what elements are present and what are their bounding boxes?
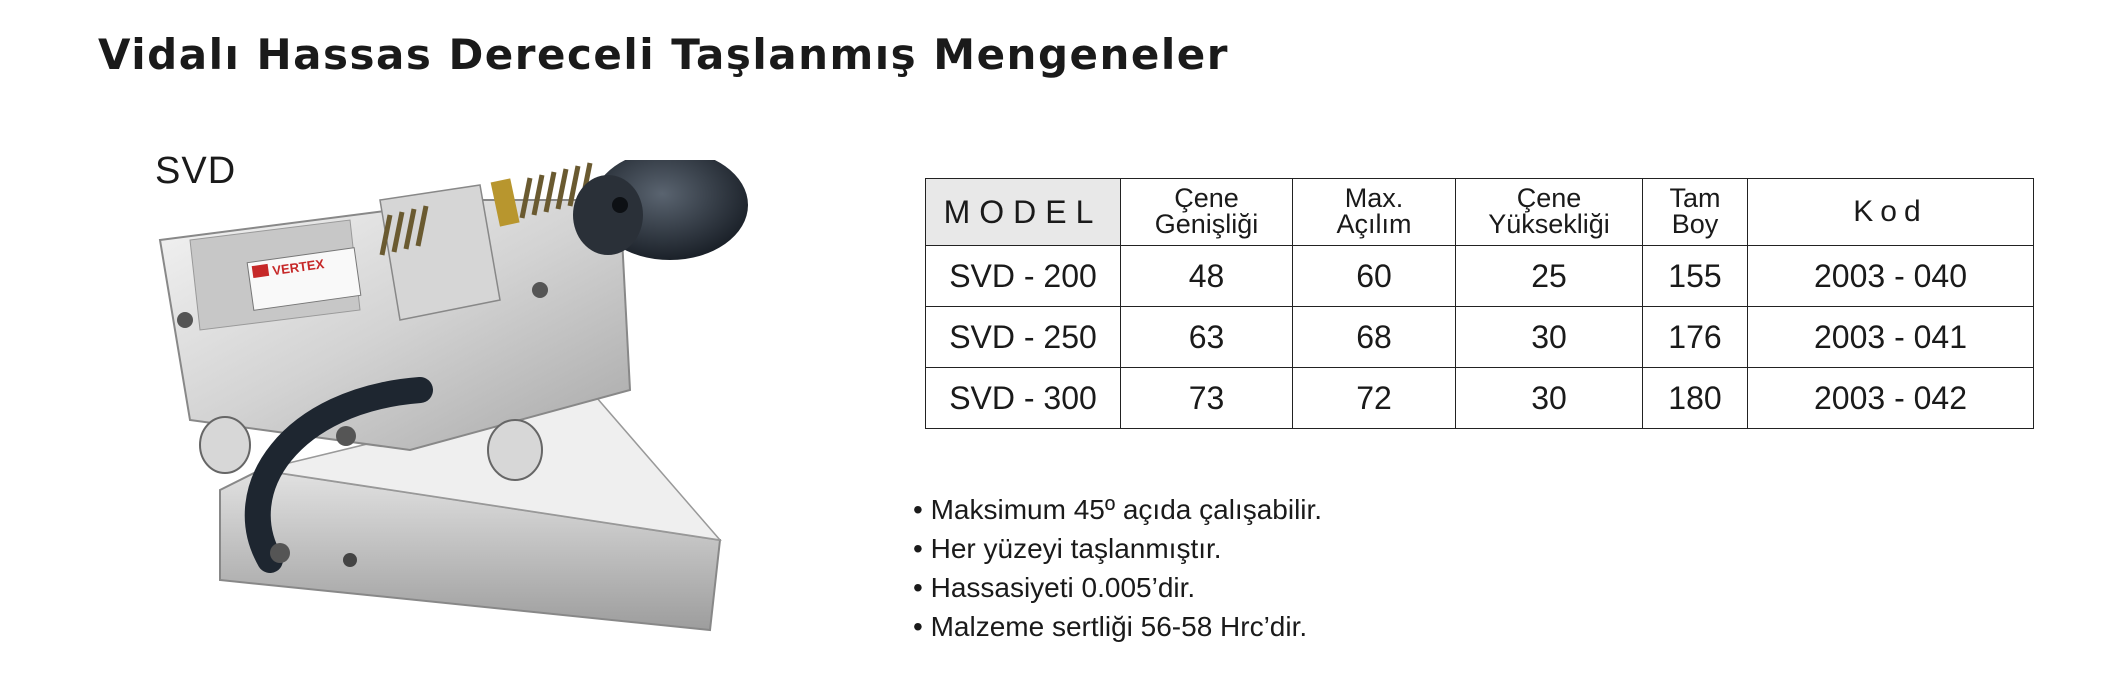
cell-total-length: 176: [1643, 307, 1748, 368]
cell-jaw-width: 73: [1121, 368, 1293, 429]
header-jaw-height: Çene Yüksekliği: [1456, 179, 1643, 246]
table-row: [926, 368, 2034, 429]
table-row: [926, 307, 2034, 368]
product-image: [150, 160, 890, 660]
cell-total-length: 180: [1643, 368, 1748, 429]
cell-model: SVD - 300: [926, 368, 1121, 429]
table-row: [926, 246, 2034, 307]
cell-code: 2003 - 040: [1748, 246, 2034, 307]
header-max-opening: Max. Açılım: [1293, 179, 1456, 246]
feature-list: [913, 490, 1322, 646]
cell-jaw-height: 30: [1456, 307, 1643, 368]
header-total-length: Tam Boy: [1643, 179, 1748, 246]
cell-jaw-width: 63: [1121, 307, 1293, 368]
list-item: • Her yüzeyi taşlanmıştır.: [913, 529, 1322, 568]
cell-jaw-height: 30: [1456, 368, 1643, 429]
cell-model: SVD - 200: [926, 246, 1121, 307]
cell-code: 2003 - 041: [1748, 307, 2034, 368]
cell-jaw-width: 48: [1121, 246, 1293, 307]
page-title: Vidalı Hassas Dereceli Taşlanmış Mengeneler: [98, 30, 1229, 79]
header-model: MODEL: [926, 179, 1121, 246]
header-jaw-width: Çene Genişliği: [1121, 179, 1293, 246]
cell-jaw-height: 25: [1456, 246, 1643, 307]
cell-max-opening: 68: [1293, 307, 1456, 368]
cell-total-length: 155: [1643, 246, 1748, 307]
cell-code: 2003 - 042: [1748, 368, 2034, 429]
list-item: • Malzeme sertliği 56-58 Hrc’dir.: [913, 607, 1322, 646]
list-item: • Hassasiyeti 0.005’dir.: [913, 568, 1322, 607]
cell-max-opening: 60: [1293, 246, 1456, 307]
spec-table: [925, 178, 2034, 429]
brand-logo-text: VERTEX: [271, 256, 326, 279]
cell-max-opening: 72: [1293, 368, 1456, 429]
model-label: SVD: [155, 150, 237, 192]
cell-model: SVD - 250: [926, 307, 1121, 368]
table-header-row: [926, 179, 2034, 246]
header-code: Kod: [1748, 179, 2034, 246]
list-item: • Maksimum 45º açıda çalışabilir.: [913, 490, 1322, 529]
